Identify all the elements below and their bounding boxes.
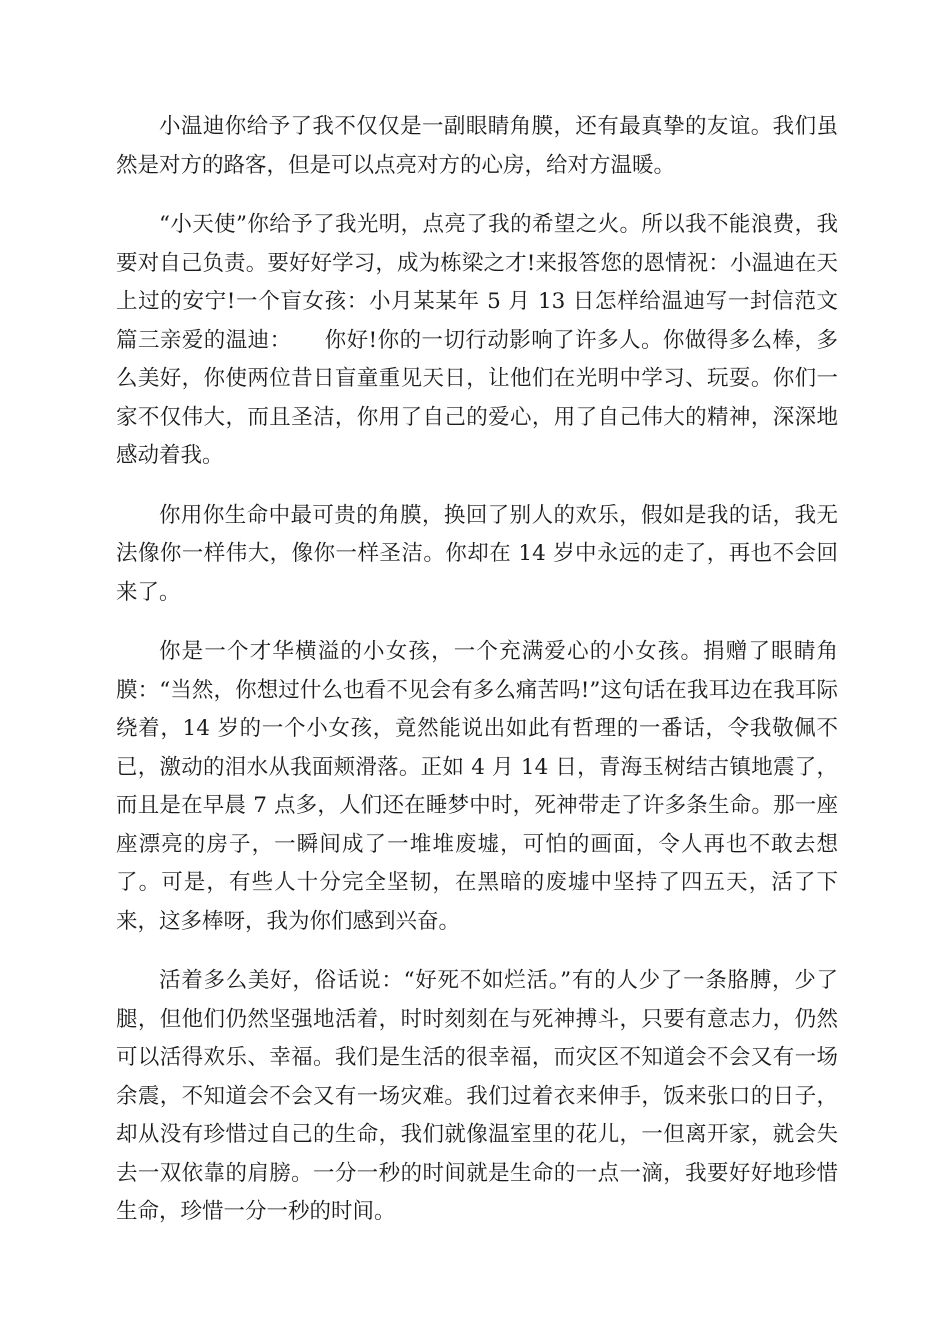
paragraph-2: “小天使”你给予了我光明，点亮了我的希望之火。所以我不能浪费，我要对自己负责。要好好学习，成为栋梁之才!来报答您的恩情祝：小温迪在天上过的安宁!一个盲女孩：小月某某年 5 月 13 日怎样给温迪写一封信范文篇三亲爱的温迪： 你好!你的一切行动影响了许多人。你做得多么棒，多么美好，你使两位昔日盲童重见天日，让他们在光明中学习、玩耍。你们一家不仅伟大，而且圣洁，你用了自己的爱心，用了自己伟大的精神，深深地感动着我。 bbox=[116, 212, 838, 468]
paragraph-1: 小温迪你给予了我不仅仅是一副眼睛角膜，还有最真挚的友谊。我们虽然是对方的路客，但是可以点亮对方的心房，给对方温暖。 bbox=[116, 114, 838, 178]
document-body bbox=[116, 108, 838, 1253]
paragraph-3: 你用你生命中最可贵的角膜，换回了别人的欢乐，假如是我的话，我无法像你一样伟大，像你一样圣洁。你却在 14 岁中永远的走了，再也不会回来了。 bbox=[116, 502, 838, 605]
paragraph-5: 活着多么美好，俗话说：“好死不如烂活。”有的人少了一条胳膊，少了腿，但他们仍然坚强地活着，时时刻刻在与死神搏斗，只要有意志力，仍然可以活得欢乐、幸福。我们是生活的很幸福，而灾区不知道会不会又有一场余震，不知道会不会又有一场灾难。我们过着衣来伸手，饭来张口的日子，却从没有珍惜过自己的生命，我们就像温室里的花儿，一但离开家，就会失去一双依靠的肩膀。一分一秒的时间就是生命的一点一滴，我要好好地珍惜生命，珍惜一分一秒的时间。 bbox=[116, 968, 838, 1224]
paragraph-4: 你是一个才华横溢的小女孩，一个充满爱心的小女孩。捐赠了眼睛角膜：“当然，你想过什么也看不见会有多么痛苦吗!”这句话在我耳边在我耳际绕着，14 岁的一个小女孩，竟然能说出如此有哲理的一番话，令我敬佩不已，激动的泪水从我面颊滑落。正如 4 月 14 日，青海玉树结古镇地震了，而且是在早晨 7 点多，人们还在睡梦中时，死神带走了许多条生命。那一座座漂亮的房子，一瞬间成了一堆堆废墟，可怕的画面，令人再也不敢去想了。可是，有些人十分完全坚韧，在黑暗的废墟中坚持了四五天，活了下来，这多棒呀，我为你们感到兴奋。 bbox=[116, 639, 838, 934]
